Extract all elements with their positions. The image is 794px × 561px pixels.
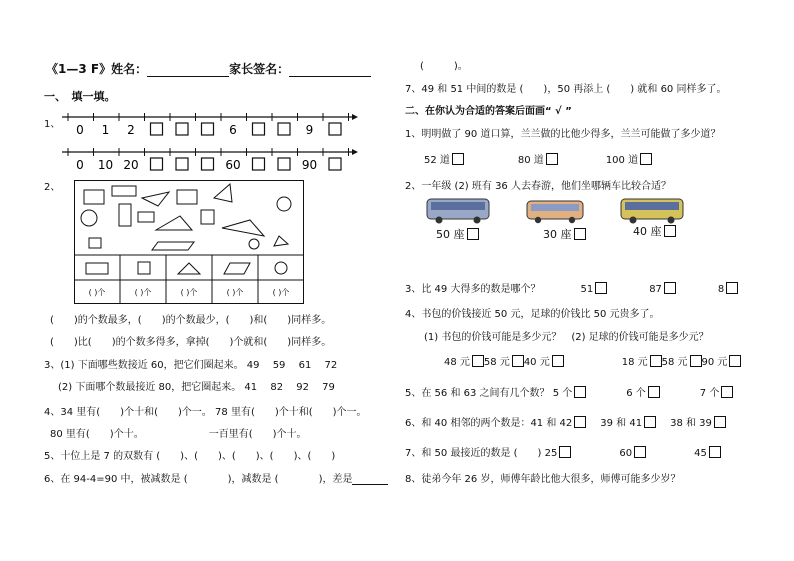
square-shape <box>89 238 101 248</box>
count-label[interactable]: ( )个 <box>88 288 106 297</box>
r4-opt-label: 58 元 <box>483 357 510 368</box>
legend-triangle <box>178 263 200 274</box>
number-label: 1 <box>101 123 110 137</box>
checkbox[interactable] <box>472 355 484 367</box>
r6-opt-label: 38 和 39 <box>670 418 712 429</box>
answer-box[interactable] <box>202 123 214 135</box>
checkbox[interactable] <box>664 225 676 237</box>
r4-opt-label: 48 元 <box>444 357 470 368</box>
checkbox[interactable] <box>714 416 726 428</box>
answer-box[interactable] <box>278 123 290 135</box>
r5-row <box>405 384 733 399</box>
answer-box[interactable] <box>329 123 341 135</box>
r4-question: 4、书包的价钱接近 50 元，足球的价钱比 50 元贵多了。 <box>405 309 660 320</box>
r3-row <box>405 280 738 295</box>
triangle-shape <box>222 220 264 236</box>
checkbox[interactable] <box>721 386 733 398</box>
answer-box[interactable] <box>151 123 163 135</box>
legend-square <box>138 262 150 274</box>
r1-question: 1、明明做了 90 道口算，兰兰做的比他少得多，兰兰可能做了多少道？ <box>405 129 721 140</box>
section1-title: 一、 填一填。 <box>44 90 116 103</box>
checkbox[interactable] <box>595 282 607 294</box>
circle-shape <box>249 239 259 249</box>
count-label[interactable]: ( )个 <box>226 288 244 297</box>
r7-row <box>405 444 721 459</box>
r4-sub: (1) 书包的价钱可能是多少元？ (2) 足球的价钱可能是多少元？ <box>424 332 709 343</box>
title-name-label: 《1—3 F》姓名： <box>46 62 148 76</box>
count-label[interactable]: ( )个 <box>272 288 290 297</box>
q6-text <box>44 470 388 485</box>
r3-question: 3、比 49 大得多的数是哪个？ <box>405 284 541 295</box>
r3-opt-label: 51 <box>580 284 594 295</box>
number-label: 10 <box>97 158 114 172</box>
r5-question: 5、在 56 和 63 之间有几个数？ 5 个 <box>405 388 573 399</box>
bus-3 <box>633 223 676 239</box>
number-label: 0 <box>76 123 84 137</box>
shapes-figure <box>74 180 304 304</box>
number-label: 6 <box>229 123 237 137</box>
q4-line2: 80 里有( )个十。 一百里有( )个十。 <box>50 429 307 440</box>
r4-opt-label: 90 元 <box>701 357 728 368</box>
answer-box[interactable] <box>253 158 265 170</box>
checkbox[interactable] <box>726 282 738 294</box>
r4-opt-label: 18 元 <box>621 357 648 368</box>
bus-icon <box>427 199 489 224</box>
checkbox[interactable] <box>452 153 464 165</box>
legend-parallelogram <box>224 263 250 274</box>
triangle-shape <box>156 216 192 230</box>
r1-opt-label: 52 道 <box>424 155 450 166</box>
bus-label: 40 座 <box>633 225 662 238</box>
r6-opt-label: 39 和 41 <box>600 418 643 429</box>
r7-question: 7、和 50 最接近的数是 ( ) 25 <box>405 448 558 459</box>
r4-opt-label: 40 元 <box>523 357 550 368</box>
q3-line1: 3、(1) 下面哪些数接近 60，把它们圈起来。 49 59 61 72 <box>44 360 338 371</box>
legend-rectangle <box>86 263 108 274</box>
bus-1 <box>436 226 479 242</box>
answer-box[interactable] <box>329 158 341 170</box>
r3-opt-label: 87 <box>649 284 662 295</box>
r3-opt-label: 8 <box>717 284 725 295</box>
parallelogram-shape <box>152 242 194 250</box>
r5-opt-label: 6 个 <box>626 388 646 399</box>
checkbox[interactable] <box>467 228 479 240</box>
r1-options <box>424 151 652 166</box>
number-line-1 <box>62 113 358 137</box>
number-label: 2 <box>127 123 135 137</box>
square-shape <box>138 212 154 222</box>
number-line-2 <box>62 148 358 172</box>
checkbox[interactable] <box>546 153 558 165</box>
r2-question: 2、一年级 (2) 班有 36 人去春游，他们坐哪辆车比较合适？ <box>405 181 671 192</box>
answer-box[interactable] <box>253 123 265 135</box>
q2-line1: ( )的个数最多，( )的个数最少，( )和( )同样多。 <box>50 315 332 326</box>
q1-number: 1、 <box>44 119 61 130</box>
checkbox[interactable] <box>574 228 586 240</box>
answer-box[interactable] <box>278 158 290 170</box>
bus-label: 50 座 <box>436 228 465 241</box>
q3-line2: (2) 下面哪个数最接近 80，把它圈起来。 41 82 92 79 <box>58 382 335 393</box>
bus-label: 30 座 <box>543 228 572 241</box>
rectangle-shape <box>112 186 136 196</box>
parent-sign-label: 家长签名： <box>229 62 290 76</box>
number-label: 0 <box>76 158 84 172</box>
checkbox[interactable] <box>650 355 662 367</box>
r1-opt-label: 100 道 <box>605 155 639 166</box>
top-paren: ( )。 <box>420 61 468 72</box>
bus-icon <box>527 201 583 223</box>
checkbox[interactable] <box>690 355 702 367</box>
r5-opt-label: 7 个 <box>699 388 720 399</box>
r1-opt-label: 80 道 <box>517 155 544 166</box>
legend-circle <box>275 262 287 274</box>
checkbox[interactable] <box>709 446 721 458</box>
checkbox[interactable] <box>552 355 564 367</box>
r7-opt-label: 45 <box>694 448 707 459</box>
bus-icon <box>621 199 683 224</box>
checkbox[interactable] <box>634 446 646 458</box>
checkbox[interactable] <box>559 446 571 458</box>
q7: 7、49 和 51 中间的数是 ( )，50 再添上 ( ) 就和 60 同样多了。 <box>405 84 727 95</box>
arrow-icon <box>352 114 358 120</box>
r4-opt-label: 58 元 <box>661 357 688 368</box>
number-label: 90 <box>301 158 318 172</box>
checkbox[interactable] <box>640 153 652 165</box>
checkbox[interactable] <box>648 386 660 398</box>
r7-opt-label: 60 <box>619 448 633 459</box>
arrow-icon <box>352 149 358 155</box>
checkbox[interactable] <box>729 355 741 367</box>
r6-row <box>405 414 726 429</box>
q5: 5、十位上是 7 的双数有 ( )、( )、( )、( )、( ) <box>44 451 336 462</box>
triangle-shape <box>142 192 169 206</box>
rectangle-shape <box>177 190 197 204</box>
number-label: 9 <box>305 123 314 137</box>
triangle-shape <box>214 184 232 202</box>
rectangle-shape <box>119 204 131 226</box>
section2-title: 二、在你认为合适的答案后面画“ √ ” <box>405 106 572 117</box>
q4-line1: 4、34 里有( )个十和( )个一。 78 里有( )个十和( )个一。 <box>44 407 367 418</box>
number-label: 60 <box>225 158 241 172</box>
answer-box[interactable] <box>176 158 188 170</box>
q6: 6、在 94-4=90 中，被减数是 ( )，减数是 ( )，差是 <box>44 474 353 485</box>
r4-options <box>444 353 741 368</box>
r6-question: 6、和 40 相邻的两个数是：41 和 42 <box>405 418 573 429</box>
checkbox[interactable] <box>574 416 586 428</box>
circle-shape <box>81 210 97 226</box>
count-label[interactable]: ( )个 <box>134 288 152 297</box>
checkbox[interactable] <box>574 386 586 398</box>
number-label: 20 <box>123 158 139 172</box>
triangle-shape <box>274 236 288 246</box>
checkbox[interactable] <box>664 282 676 294</box>
answer-box[interactable] <box>176 123 188 135</box>
count-label[interactable]: ( )个 <box>180 288 198 297</box>
q2-line2: ( )比( )的个数多得多，拿掉( )个就和( )同样多。 <box>50 337 332 348</box>
answer-box[interactable] <box>202 158 214 170</box>
square-shape <box>201 210 214 224</box>
r8-question: 8、徒弟今年 26 岁，师傅年龄比他大很多，师傅可能多少岁？ <box>405 474 681 485</box>
bus-2 <box>543 226 586 242</box>
checkbox[interactable] <box>644 416 656 428</box>
rectangle-shape <box>84 190 104 204</box>
q2-number: 2、 <box>44 182 61 193</box>
q6-answer-line[interactable] <box>352 484 388 485</box>
answer-box[interactable] <box>151 158 163 170</box>
circle-shape <box>277 197 291 211</box>
checkbox[interactable] <box>512 355 524 367</box>
